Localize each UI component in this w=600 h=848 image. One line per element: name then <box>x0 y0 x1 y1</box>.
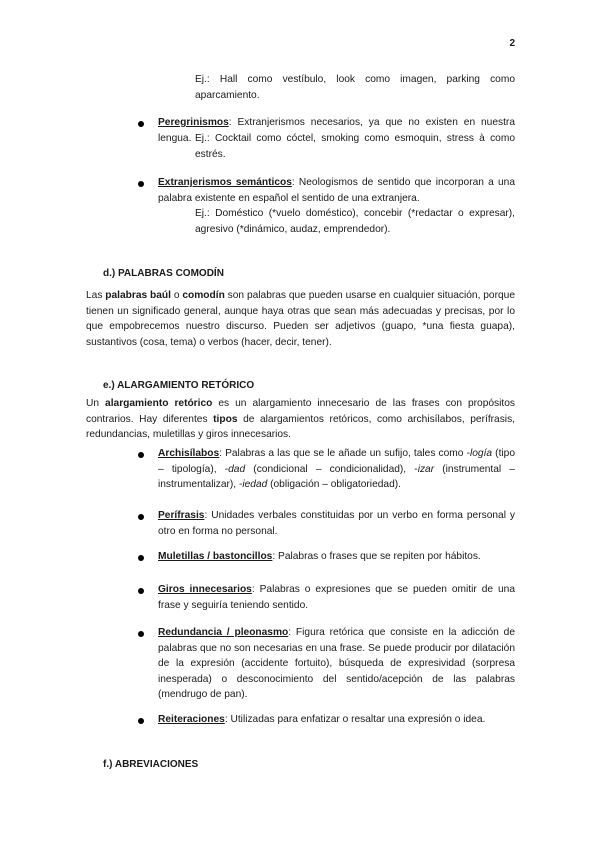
intro-example: Ej.: Hall como vestíbulo, look como imagen, parking como aparcamiento. <box>195 74 515 101</box>
extranjerismos-term: Extranjerismos semánticos <box>158 177 292 188</box>
archisilabos-item: Archisílabos: Palabras a las que se le añade un sufijo, tales como -logía (tipo – tipología), -dad (condicional – condicionalidad), -izar (instrumental – instrumentalizar), -iedad (obligación – obligatoriedad). <box>158 448 515 491</box>
bullet-icon <box>138 121 144 127</box>
bullet-icon <box>138 452 144 458</box>
perifrasis-item: Perífrasis: Unidades verbales constituidas por un verbo en forma personal y otro en forma no personal. <box>158 510 515 537</box>
extranjerismos-definition: Extranjerismos semánticos: Neologismos de sentido que incorporan a una palabra existente en español el sentido de una extranjera. <box>158 177 515 204</box>
section-d-heading: d.) PALABRAS COMODÍN <box>103 268 224 279</box>
bullet-icon <box>138 181 144 187</box>
bullet-icon <box>138 631 144 637</box>
bullet-icon <box>138 555 144 561</box>
giros-item: Giros innecesarios: Palabras o expresiones que se pueden omitir de una frase y seguiría teniendo sentido. <box>158 584 516 611</box>
peregrinismos-term: Peregrinismos <box>158 117 229 128</box>
section-d-paragraph: Las palabras baúl o comodín son palabras que pueden usarse en cualquier situación, porque tienen un significado general, aunque haya otras que sean más adecuadas y precisas, por lo que empobrecemos nuestro discurso. Pueden ser adjetivos (guapo, *una fiesta guapa), sustantivos (cosa, tema) o verbos (hacer, decir, tener). <box>86 290 515 348</box>
section-f-heading: f.) ABREVIACIONES <box>103 759 199 770</box>
extranjerismos-example: Ej.: Doméstico (*vuelo doméstico), concebir (*redactar o expresar), agresivo (*dinámico, audaz, emprendedor). <box>195 208 515 235</box>
page-number: 2 <box>509 38 515 49</box>
redundancia-item: Redundancia / pleonasmo: Figura retórica que consiste en la adicción de palabras que no son necesarias en una frase. Se puede producir por dilatación de la expresión (accidente fortuito), búsqueda de expresividad (sorpresa inesperada) o desconocimiento del sentido/acepción de las palabras (mendrugo de pan). <box>158 627 515 701</box>
muletillas-item: Muletillas / bastoncillos: Palabras o frases que se repiten por hábitos. <box>158 551 481 562</box>
bullet-icon <box>138 718 144 724</box>
peregrinismos-definition: Peregrinismos: Extranjerismos necesarios, ya que no existen en nuestra lengua. <box>158 117 515 144</box>
bullet-icon <box>138 588 144 594</box>
section-e-heading: e.) ALARGAMIENTO RETÓRICO <box>103 380 255 391</box>
section-e-paragraph: Un alargamiento retórico es un alargamiento innecesario de las frases con propósitos contrarios. Hay diferentes tipos de alargamientos retóricos, como archisílabos, perífrasis, redundancias, muletillas y giros innecesarios. <box>86 398 515 441</box>
bullet-icon <box>138 514 144 520</box>
reiteraciones-item: Reiteraciones: Utilizadas para enfatizar o resaltar una expresión o idea. <box>158 714 486 725</box>
peregrinismos-example: Ej.: Cocktail como cóctel, smoking como esmoquin, stress à como estrés. <box>195 133 515 160</box>
